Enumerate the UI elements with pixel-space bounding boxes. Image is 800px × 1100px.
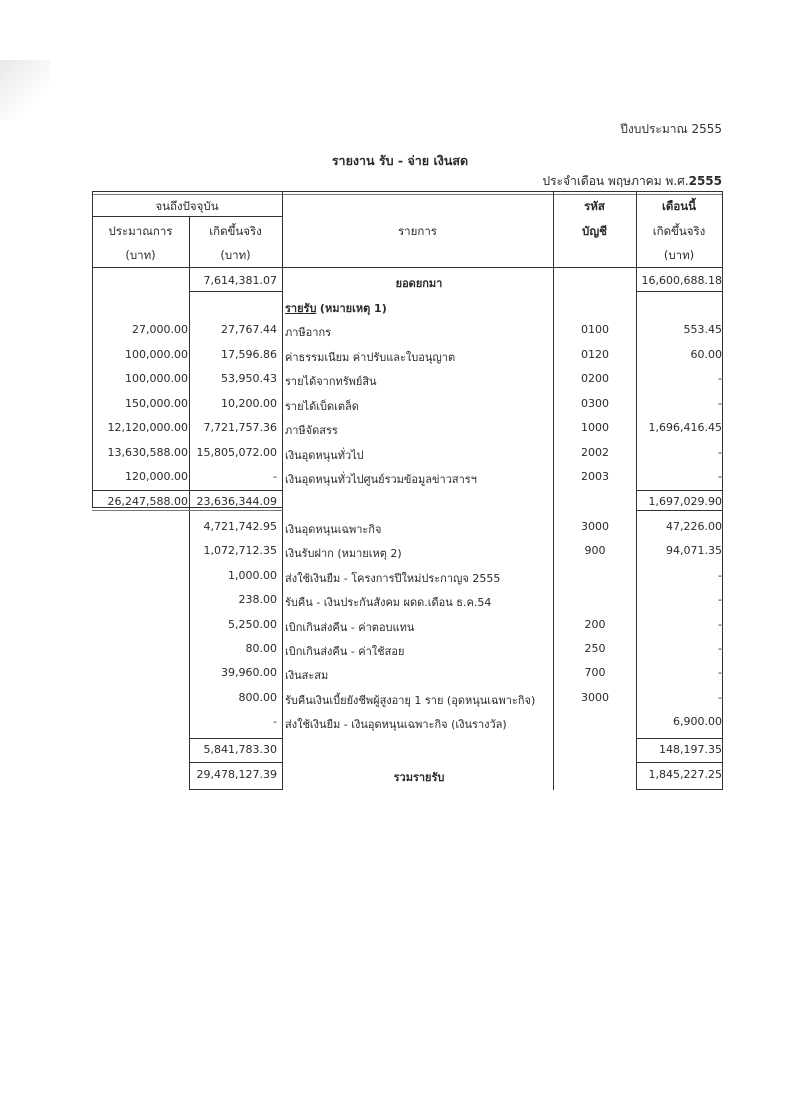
- row-month: -: [718, 642, 722, 655]
- row-code: 3000: [581, 520, 609, 533]
- row-estimate: 100,000.00: [125, 372, 188, 385]
- income-heading-label: รายรับ: [285, 302, 317, 315]
- row-month: -: [718, 396, 722, 410]
- row-label: เบิกเกินส่งคืน - ค่าตอบแทน: [285, 620, 415, 634]
- total-month: 1,845,227.25: [648, 768, 722, 781]
- header-to-date: จนถึงปัจจุบัน: [155, 199, 219, 213]
- row-code: 2003: [581, 470, 609, 483]
- row-actual: 4,721,742.95: [203, 520, 277, 533]
- row-label: รับคืน - เงินประกันสังคม ผดด.เดือน ธ.ค.54: [285, 596, 492, 610]
- row-code: 3000: [581, 690, 609, 704]
- subtotal1-month: 1,697,029.90: [648, 495, 722, 508]
- row-code: 0200: [581, 372, 609, 385]
- row-estimate: 150,000.00: [125, 396, 188, 410]
- row-actual: 10,200.00: [221, 396, 277, 410]
- row-estimate: 100,000.00: [125, 347, 188, 361]
- row-label: ส่งใช้เงินยืม - โครงการปีใหม่ประกาญจ 2555: [285, 571, 501, 585]
- row-actual: 1,000.00: [228, 568, 277, 582]
- subtotal2-actual: 5,841,783.30: [203, 743, 277, 756]
- row-estimate: 120,000.00: [125, 470, 188, 483]
- table-row: [0, 367, 800, 391]
- header-code-2: บัญชี: [582, 224, 607, 238]
- carry-forward-actual: 7,614,381.07: [203, 274, 277, 287]
- table-row: [0, 539, 800, 563]
- row-code: 900: [584, 544, 606, 558]
- row-label: ส่งใช้เงินยืม - เงินอุดหนุนเฉพาะกิจ (เงินรางวัล): [285, 718, 507, 732]
- row-actual: -: [273, 715, 277, 729]
- period-label: ประจำเดือน พฤษภาคม พ.ศ.: [542, 174, 689, 188]
- row-code: 0100: [581, 323, 609, 336]
- subtotal1-estimate: 26,247,588.00: [107, 495, 188, 508]
- row-label: ภาษีอากร: [285, 326, 332, 339]
- row-actual: 17,596.86: [221, 347, 277, 361]
- table-row: [0, 710, 800, 734]
- row-actual: 5,250.00: [228, 617, 277, 631]
- row-label: เงินอุดหนุนเฉพาะกิจ: [285, 523, 382, 536]
- table-row: [0, 318, 800, 342]
- row-actual: 80.00: [245, 642, 277, 655]
- row-code: 0300: [581, 396, 609, 410]
- table-row: [0, 515, 800, 539]
- row-actual: 238.00: [238, 593, 277, 607]
- table-row: [0, 564, 800, 588]
- row-label: เงินอุดหนุนทั่วไป: [285, 448, 364, 462]
- table-row: [0, 637, 800, 661]
- table-row: [0, 441, 800, 465]
- row-label: เงินรับฝาก (หมายเหตุ 2): [285, 547, 402, 561]
- row-month: -: [718, 593, 722, 607]
- subtotal2-month: 148,197.35: [659, 743, 722, 756]
- row-code: 2002: [581, 445, 609, 459]
- row-label: รับคืนเงินเบี้ยยังชีพผู้สูงอายุ 1 ราย (อุดหนุนเฉพาะกิจ): [285, 693, 536, 707]
- row-estimate: 27,000.00: [132, 323, 188, 336]
- subtotal1-row: [0, 490, 800, 514]
- subtotal1-actual: 23,636,344.09: [196, 495, 277, 508]
- table-row: [0, 661, 800, 685]
- fiscal-year: ปีงบประมาณ 2555: [620, 122, 722, 136]
- row-code: 250: [584, 642, 606, 655]
- row-actual: 39,960.00: [221, 666, 277, 680]
- row-code: 0120: [581, 347, 609, 361]
- header-code-1: รหัส: [584, 199, 605, 213]
- header-this-month-actual: เกิดขึ้นจริง: [652, 224, 706, 238]
- row-label: เงินอุดหนุนทั่วไปศูนย์รวมข้อมูลข่าวสารฯ: [285, 473, 477, 486]
- row-actual: 1,072,712.35: [203, 544, 277, 558]
- header-this-month: เดือนนี้: [661, 199, 697, 213]
- row-month: 1,696,416.45: [648, 421, 722, 434]
- scan-shadow: [0, 60, 50, 120]
- report-period: [0, 172, 722, 191]
- subtotal2-row: [0, 738, 800, 762]
- row-month: 94,071.35: [666, 544, 722, 558]
- row-estimate: 13,630,588.00: [107, 445, 188, 459]
- row-actual: 7,721,757.36: [203, 421, 277, 434]
- row-month: -: [718, 666, 722, 680]
- header-actual-unit: (บาท): [220, 248, 251, 262]
- income-heading: [285, 299, 387, 317]
- row-code: 700: [584, 666, 606, 680]
- table-row: [0, 686, 800, 710]
- row-actual: 800.00: [238, 690, 277, 704]
- table-row: [0, 392, 800, 416]
- row-label: รายได้จากทรัพย์สิน: [285, 375, 377, 388]
- header-actual: เกิดขึ้นจริง: [209, 224, 262, 238]
- report-title: รายงาน รับ - จ่าย เงินสด: [331, 153, 469, 168]
- table-row: [0, 416, 800, 440]
- period-year: 2555: [688, 174, 722, 188]
- row-month: -: [718, 372, 722, 385]
- table-row: [0, 343, 800, 367]
- row-month: -: [718, 470, 722, 483]
- header-estimate: ประมาณการ: [108, 224, 173, 238]
- row-actual: 15,805,072.00: [196, 445, 277, 459]
- header-this-month-unit: (บาท): [663, 248, 695, 262]
- row-month: 47,226.00: [666, 520, 722, 533]
- row-actual: 27,767.44: [221, 323, 277, 336]
- table-row: [0, 613, 800, 637]
- row-label: ภาษีจัดสรร: [285, 424, 338, 437]
- row-month: 6,900.00: [673, 715, 722, 729]
- row-actual: 53,950.43: [221, 372, 277, 385]
- row-label: เงินสะสม: [285, 669, 329, 683]
- row-code: 200: [584, 617, 606, 631]
- total-row: [0, 763, 800, 787]
- row-month: -: [718, 617, 722, 631]
- total-label: รวมรายรับ: [393, 771, 445, 784]
- income-heading-row: [0, 294, 800, 318]
- carry-forward-label: ยอดยกมา: [395, 277, 443, 290]
- total-actual: 29,478,127.39: [196, 768, 277, 781]
- table-row: [0, 465, 800, 489]
- row-month: 553.45: [683, 323, 722, 336]
- table-row: [0, 588, 800, 612]
- header-items: รายการ: [398, 224, 437, 238]
- row-estimate: 12,120,000.00: [107, 421, 188, 434]
- row-month: -: [718, 690, 722, 704]
- carry-forward-row: [0, 269, 800, 293]
- row-month: -: [718, 445, 722, 459]
- carry-forward-month: 16,600,688.18: [641, 274, 722, 287]
- row-label: รายได้เบ็ดเตล็ด: [285, 399, 359, 413]
- row-code: 1000: [581, 421, 609, 434]
- row-month: -: [718, 568, 722, 582]
- income-heading-note: (หมายเหตุ 1): [319, 302, 387, 315]
- row-label: เบิกเกินส่งคืน - ค่าใช้สอย: [285, 645, 405, 658]
- row-actual: -: [273, 470, 277, 483]
- row-label: ค่าธรรมเนียม ค่าปรับและใบอนุญาต: [285, 350, 456, 364]
- row-month: 60.00: [690, 347, 722, 361]
- header-estimate-unit: (บาท): [125, 248, 156, 262]
